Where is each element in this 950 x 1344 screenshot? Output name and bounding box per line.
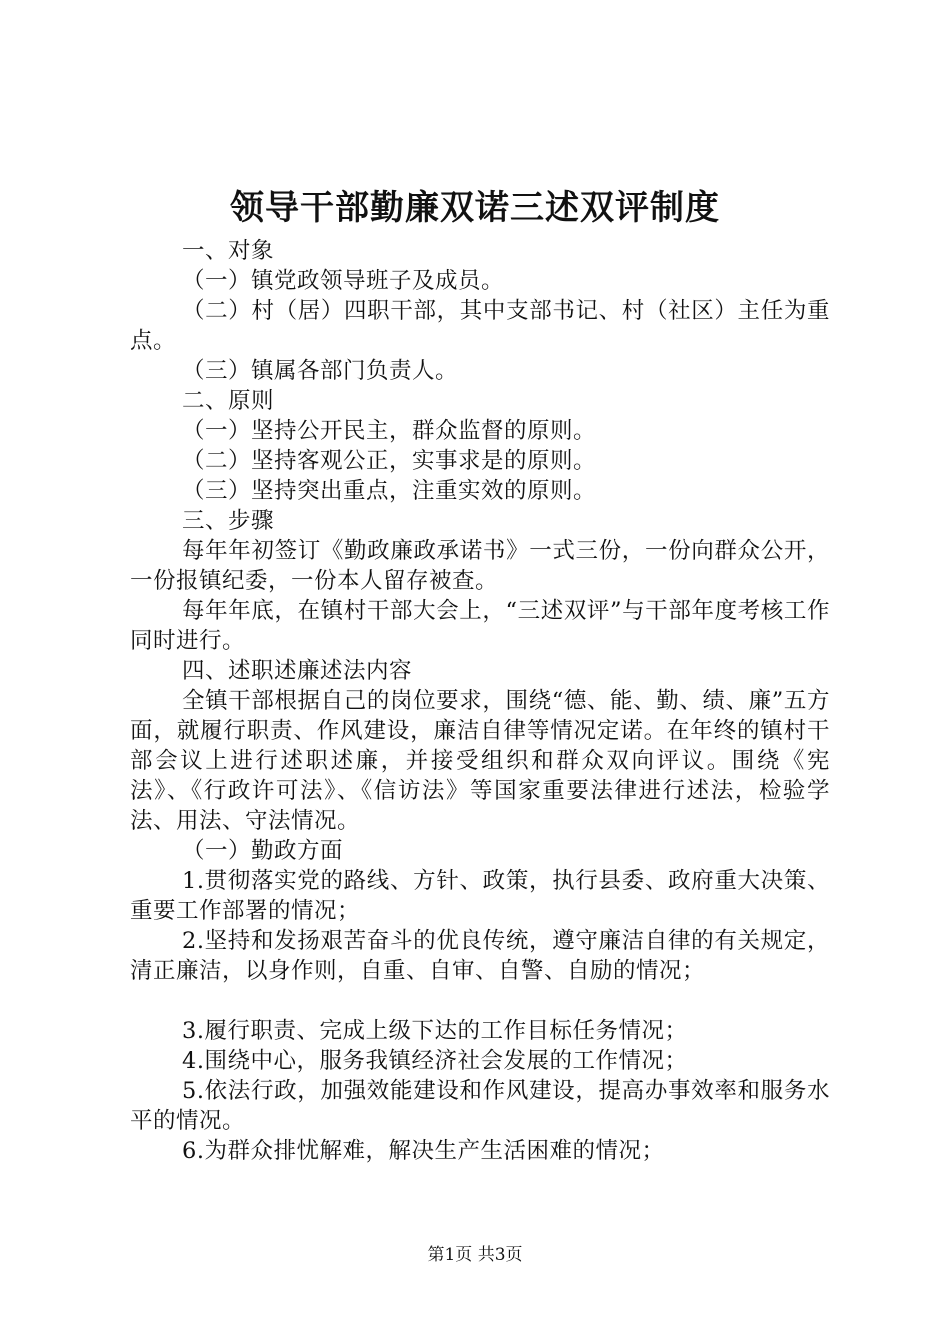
subsection-heading: （一）勤政方面 xyxy=(182,838,344,864)
section-heading: 一、对象 xyxy=(182,238,275,264)
list-item: 5.依法行政，加强效能建设和作风建设，提高办事效率和服务水平的情况。 xyxy=(130,1078,830,1134)
paragraph: 每年年初签订《勤政廉政承诺书》一式三份，一份向群众公开，一份报镇纪委，一份本人留存被查。 xyxy=(130,538,830,594)
list-item: 6.为群众排忧解难，解决生产生活困难的情况； xyxy=(182,1138,665,1164)
paragraph: （三）坚持突出重点，注重实效的原则。 xyxy=(182,478,597,504)
document-body xyxy=(130,236,830,1166)
list-item: 3.履行职责、完成上级下达的工作目标任务情况； xyxy=(182,1018,688,1044)
paragraph: （二）坚持客观公正，实事求是的原则。 xyxy=(182,448,597,474)
section-heading: 三、步骤 xyxy=(182,508,275,534)
page-footer: 第1页 共3页 xyxy=(427,1245,523,1265)
paragraph: （一）坚持公开民主，群众监督的原则。 xyxy=(182,418,597,444)
document-title: 领导干部勤廉双诺三述双评制度 xyxy=(230,188,720,228)
section-heading: 二、原则 xyxy=(182,388,275,414)
paragraph: （一）镇党政领导班子及成员。 xyxy=(182,268,505,294)
list-item: 4.围绕中心，服务我镇经济社会发展的工作情况； xyxy=(182,1048,688,1074)
list-item: 1.贯彻落实党的路线、方针、政策，执行县委、政府重大决策、重要工作部署的情况； xyxy=(130,868,830,924)
list-item: 2.坚持和发扬艰苦奋斗的优良传统，遵守廉洁自律的有关规定，清正廉洁，以身作则，自重、自审、自警、自励的情况； xyxy=(130,928,830,984)
paragraph: （三）镇属各部门负责人。 xyxy=(182,358,459,384)
blank-line xyxy=(130,986,830,1016)
paragraph: 全镇干部根据自己的岗位要求，围绕“德、能、勤、绩、廉”五方面，就履行职责、作风建设，廉洁自律等情况定诺。在年终的镇村干部会议上进行述职述廉，并接受组织和群众双向评议。围绕《宪法》、《行政许可法》、《信访法》等国家重要法律进行述法，检验学法、用法、守法情况。 xyxy=(130,688,830,834)
paragraph: （二）村（居）四职干部，其中支部书记、村（社区）主任为重点。 xyxy=(130,298,830,354)
paragraph: 每年年底，在镇村干部大会上，“三述双评”与干部年度考核工作同时进行。 xyxy=(130,598,830,654)
section-heading: 四、述职述廉述法内容 xyxy=(182,658,413,684)
